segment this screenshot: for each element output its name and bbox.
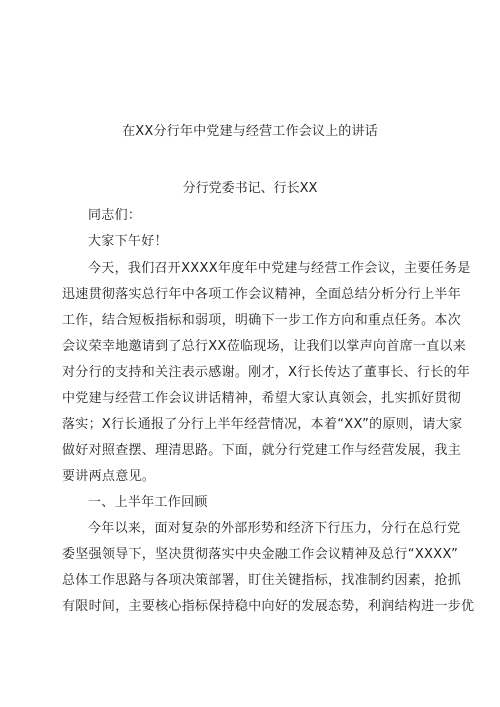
paragraph-line: 今天，我们召开XXXX年度年中党建与经营工作会议，主要任务是 xyxy=(88,261,471,276)
paragraph-line: 中党建与经营工作会议讲话精神，希望大家认真领会，扎实抓好贯彻 xyxy=(62,391,462,406)
salutation: 同志们： xyxy=(88,208,142,223)
paragraph-line: 今年以来，面对复杂的外部形势和经济下行压力，分行在总行党 xyxy=(88,521,461,536)
section-heading: 一、上半年工作回顾 xyxy=(88,495,208,510)
paragraph-line: 有限时间，主要核心指标保持稳中向好的发展态势，利润结构进一步优 xyxy=(62,599,475,614)
paragraph-line: 工作，结合短板指标和弱项，明确下一步工作方向和重点任务。本次 xyxy=(62,313,462,328)
paragraph-line: 对分行的支持和关注表示感谢。刚才，X行长传达了董事长、行长的年 xyxy=(62,365,471,380)
document-byline: 分行党委书记、行长XX xyxy=(182,181,318,196)
paragraph-line: 会议荣幸地邀请到了总行XX莅临现场，让我们以掌声向首席一直以来 xyxy=(62,339,467,354)
paragraph-line: 委坚强领导下，坚决贯彻落实中央金融工作会议精神及总行“XXXX” xyxy=(62,547,459,562)
paragraph-line: 落实；X行长通报了分行上半年经营情况，本着“XX”的原则，请大家 xyxy=(62,417,463,432)
greeting: 大家下午好！ xyxy=(88,234,168,249)
document-title: 在XX分行年中党建与经营工作会议上的讲话 xyxy=(122,124,378,139)
paragraph-line: 做好对照查摆、理清思路。下面，就分行党建工作与经营发展，我主 xyxy=(62,443,462,458)
paragraph-line: 总体工作思路与各项决策部署，盯住关键指标，找准制约因素，抢抓 xyxy=(62,573,462,588)
paragraph-line: 要讲两点意见。 xyxy=(62,469,156,484)
paragraph-line: 迅速贯彻落实总行年中各项工作会议精神，全面总结分析分行上半年 xyxy=(62,287,462,302)
